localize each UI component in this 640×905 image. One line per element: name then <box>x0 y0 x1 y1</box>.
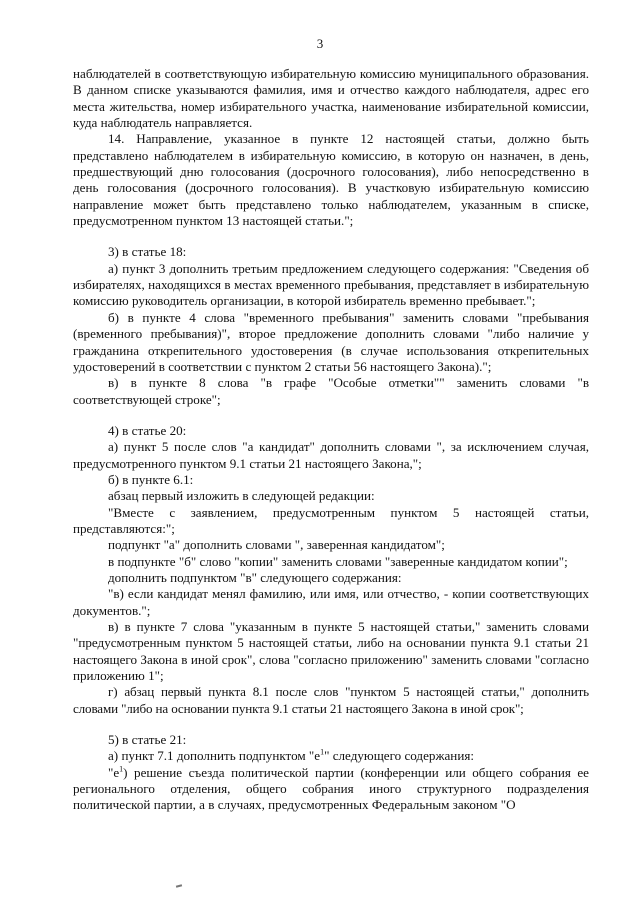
paragraph-article-20-a: а) пункт 5 после слов "а кандидат" дополнить словами ", за исключением случая, предусмотренного пунктом 9.1 статьи 21 настоящего Закона,"; <box>73 439 589 471</box>
paragraph-article-20-b: б) в пункте 6.1: <box>108 471 194 487</box>
paragraph-add-subclause-v: дополнить подпунктом "в" следующего содержания: <box>108 569 402 585</box>
text-fragment: "е <box>108 764 120 780</box>
paragraph-subclause-e1 <box>73 765 589 814</box>
heading-article-21: 5) в статье 21: <box>108 732 187 748</box>
scan-mark <box>176 884 182 887</box>
paragraph-article-20-v: в) в пункте 7 слова "указанным в пункте 5 настоящей статьи," заменить словами "предусмотренным пунктом 5 настоящей статьи, либо на основании пункта 9.1 статьи 21 настоящего Закона в иной срок", слова "согласно приложению" заменить словами "согласно приложению 1"; <box>73 619 589 684</box>
paragraph-subclause-b: в подпункте "б" слово "копии" заменить словами "заверенные кандидатом копии"; <box>108 553 568 569</box>
paragraph-new-wording: "Вместе с заявлением, предусмотренным пунктом 5 настоящей статьи, представляются:"; <box>73 504 589 536</box>
paragraph-subclause-v-text: "в) если кандидат менял фамилию, или имя, или отчество, - копии соответствующих документов."; <box>73 586 589 618</box>
paragraph-first-subparagraph: абзац первый изложить в следующей редакции: <box>108 488 375 504</box>
paragraph-article-20-g: г) абзац первый пункта 8.1 после слов "пунктом 5 настоящей статьи," дополнить словами "либо на основании пункта 9.1 статьи 21 настоящего Закона в иной срок"; <box>73 684 589 716</box>
paragraph-observers-list-continuation: наблюдателей в соответствующую избирательную комиссию муниципального образования. В данном списке указываются фамилия, имя и отчество каждого наблюдателя, адрес его места жительства, номер избирательного участка, наименование избирательной комиссии, куда наблюдатель направляется. <box>73 66 589 131</box>
heading-article-18: 3) в статье 18: <box>108 244 187 260</box>
paragraph-article-18-a: а) пункт 3 дополнить третьим предложением следующего содержания: "Сведения об избирателях, находящихся в местах временного пребывания, представляет в избирательную комиссию руководитель организации, в которой избиратель временно пребывает."; <box>73 260 589 309</box>
paragraph-subclause-a: подпункт "а" дополнить словами ", заверенная кандидатом"; <box>108 537 445 553</box>
paragraph-article-18-v: в) в пункте 8 слова "в графе "Особые отметки"" заменить словами "в соответствующей строке"; <box>73 375 589 407</box>
superscript: 1 <box>320 748 325 758</box>
paragraph-article-21-a <box>73 748 589 764</box>
text-fragment: " следующего содержания: <box>324 748 474 764</box>
text-fragment: а) пункт 7.1 дополнить подпунктом "е <box>108 748 321 764</box>
heading-article-20: 4) в статье 20: <box>108 422 187 438</box>
document-body <box>73 66 589 814</box>
paragraph-clause-14: 14. Направление, указанное в пункте 12 настоящей статьи, должно быть представлено наблюдателем в избирательную комиссию, в которую он назначен, в день, предшествующий дню голосования (досрочного голосования), либо непосредственно в день голосования (досрочного голосования). В участковую избирательную комиссию направление может быть представлено только наблюдателем, указанным в списке, предусмотренном пунктом 13 настоящей статьи."; <box>73 131 589 229</box>
paragraph-article-18-b: б) в пункте 4 слова "временного пребывания" заменить словами "пребывания (временного пребывания)", второе предложение дополнить словами "либо наличие у гражданина открепительного удостоверения (в случае использования открепительных удостоверений в соответствии с пунктом 2 статьи 56 настоящего Закона)."; <box>73 309 589 374</box>
text-fragment: ) решение съезда политической партии (конференции или общего собрания ее регионального отделения, общего собрания иного структурного подразделения политической партии, а в случаях, предусмотренных Федеральным законом "О <box>73 764 589 813</box>
page-number: 3 <box>316 36 324 51</box>
superscript: 1 <box>119 764 124 774</box>
